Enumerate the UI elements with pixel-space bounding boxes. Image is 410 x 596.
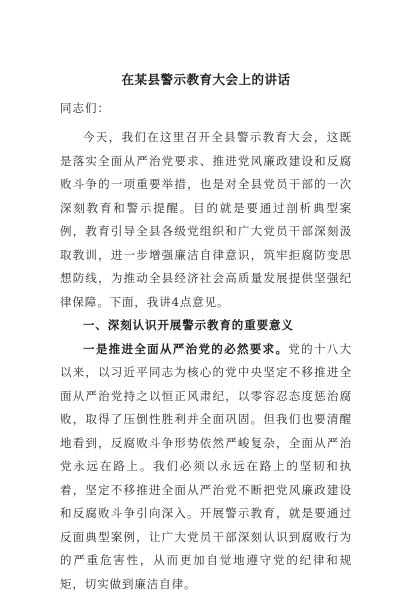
section-heading: 一、深刻认识开展警示教育的重要意义 xyxy=(60,314,352,338)
point-one-lead: 一是推进全面从严治党的必然要求。 xyxy=(83,342,288,356)
point-one-body: 党的十八大以来，以习近平同志为核心的党中央坚定不移推进全面从严治党持之以恒正风肃纪，以零容忍态度惩治腐败，取得了压倒性胜利并全面巩固。但我们也要清醒地看到，反腐败斗争形势依然严峻复杂，全面从严治党永远在路上。我们必须以永远在路上的坚韧和执着，坚定不移推进全面从严治党不断把党风廉政建设和反腐败斗争引向深入。开展警示教育，就是要通过反面典型案例，让广大党员干部深刻认识到腐败行为的严重危害性，从而更加自觉地遵守党的纪律和规矩，切实做到廉洁自律。 xyxy=(60,342,352,591)
opening-paragraph: 今天，我们在这里召开全县警示教育大会，这既是落实全面从严治党要求、推进党风廉政建设和反腐败斗争的一项重要举措，也是对全县党员干部的一次深刻教育和警示提醒。目的就是要通过剖析典型案例，教育引导全县各级党组织和广大党员干部深刻汲取教训，进一步增强廉洁自律意识，筑牢拒腐防变思想防线，为推动全县经济社会高质量发展提供坚强纪律保障。下面，我讲4点意见。 xyxy=(60,126,352,314)
salutation: 同志们： xyxy=(60,100,352,116)
document-title: 在某县警示教育大会上的讲话 xyxy=(60,70,352,88)
point-one-paragraph xyxy=(60,338,352,596)
